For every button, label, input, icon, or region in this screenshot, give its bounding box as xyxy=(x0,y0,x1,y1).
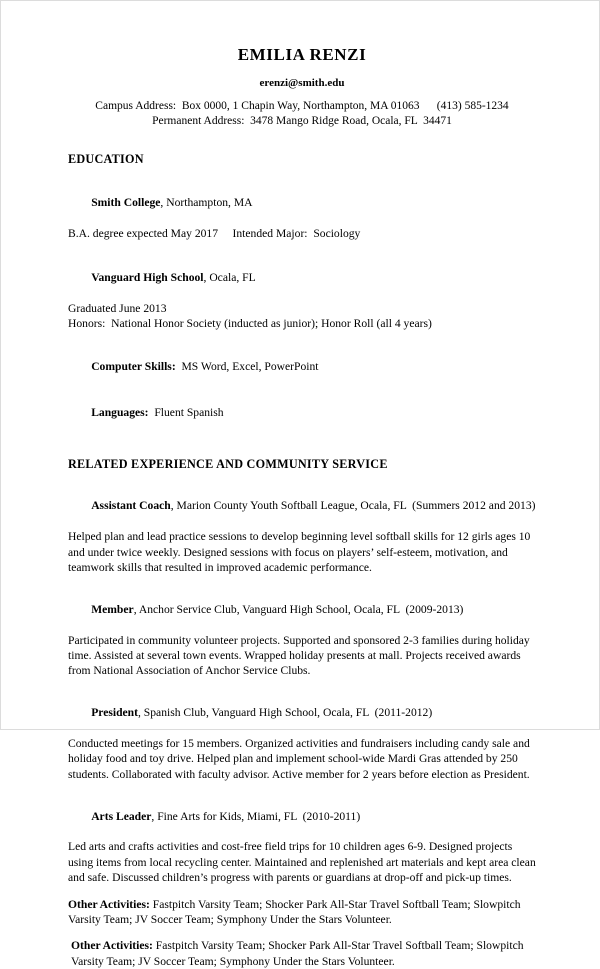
other-activities-block xyxy=(71,938,536,969)
experience-description: Conducted meetings for 15 members. Organized activities and fundraisers including candy sale and holiday food and toy drive. Helped plan and implement school-wide Mardi Gras attended by 250 students. Collaborated with faculty advisor. Active member for 2 years before election as President. xyxy=(68,737,530,781)
applicant-email: erenzi@smith.edu xyxy=(259,76,345,89)
experience-entry xyxy=(68,793,536,885)
education-entry xyxy=(68,180,536,242)
experience-meta: , Fine Arts for Kids, Miami, FL (2010-2011) xyxy=(151,809,361,823)
experience-entry xyxy=(68,690,536,782)
section-heading-education: EDUCATION xyxy=(68,151,144,166)
experience-title: Arts Leader xyxy=(91,809,152,823)
other-activities-value: Fastpitch Varsity Team; Shocker Park All-Star Travel Softball Team; Slowpitch Varsity Team; JV Soccer Team; Symphony Under the Stars Volunteer. xyxy=(68,897,521,927)
computer-skills-label: Computer Skills: xyxy=(91,359,176,373)
experience-meta: , Marion County Youth Softball League, Ocala, FL (Summers 2012 and 2013) xyxy=(170,499,536,513)
education-institution: Smith College xyxy=(91,196,161,210)
experience-description: Led arts and crafts activities and cost-free field trips for 10 children ages 6-9. Designed projects using items from local recycling center. Maintained and replenished art materials and kept area clean and safe. Discussed children’s progress with parents or guardians at drop-off and pick-up times. xyxy=(68,840,536,885)
experience-meta: , Spanish Club, Vanguard High School, Ocala, FL (2011-2012) xyxy=(138,706,433,720)
resume-content xyxy=(68,1,536,969)
other-activities-label: Other Activities: xyxy=(71,939,153,953)
applicant-name: EMILIA RENZI xyxy=(237,45,367,64)
education-location: , Northampton, MA xyxy=(160,196,253,210)
education-detail: Graduated June 2013 xyxy=(68,301,167,315)
education-institution: Vanguard High School xyxy=(91,270,204,284)
experience-title: Assistant Coach xyxy=(91,499,171,513)
other-activities-block xyxy=(68,897,536,928)
experience-description: Helped plan and lead practice sessions to develop beginning level softball skills for 12 girls ages 10 and under twice weekly. Designed sessions with focus on players’ self-esteem, motivation, and teamwork skills that resulted in improved academic performance. xyxy=(68,530,531,574)
education-location: , Ocala, FL xyxy=(203,270,256,284)
campus-address: Campus Address: Box 0000, 1 Chapin Way, Northampton, MA 01063 (413) 585-1234 xyxy=(95,99,509,112)
section-heading-experience: RELATED EXPERIENCE AND COMMUNITY SERVICE xyxy=(68,456,388,471)
permanent-address: Permanent Address: 3478 Mango Ridge Road, Ocala, FL 34471 xyxy=(152,115,452,128)
other-activities-label: Other Activities: xyxy=(68,897,150,911)
experience-title: Member xyxy=(91,602,134,616)
experience-description: Participated in community volunteer projects. Supported and sponsored 2-3 families during holiday time. Assisted at several town events. Wrapped holiday presents at mall. Projects received awards from National Association of Anchor Service Clubs. xyxy=(68,633,530,678)
experience-entry xyxy=(68,586,536,678)
experience-title: President xyxy=(91,706,138,720)
languages-label: Languages: xyxy=(91,406,149,420)
languages-value: Fluent Spanish xyxy=(148,406,224,420)
experience-entry xyxy=(68,483,536,575)
other-activities-value: Fastpitch Varsity Team; Shocker Park All-Star Travel Softball Team; Slowpitch Varsity Team; JV Soccer Team; Symphony Under the Stars Volunteer. xyxy=(71,939,524,968)
skills-block xyxy=(68,343,536,435)
computer-skills-value: MS Word, Excel, PowerPoint xyxy=(175,359,319,373)
education-honors: Honors: National Honor Society (inducted as junior); Honor Roll (all 4 years) xyxy=(68,317,432,331)
education-detail: B.A. degree expected May 2017 Intended Major: Sociology xyxy=(68,227,361,241)
education-entry xyxy=(68,254,536,331)
experience-meta: , Anchor Service Club, Vanguard High School, Ocala, FL (2009-2013) xyxy=(133,602,464,616)
